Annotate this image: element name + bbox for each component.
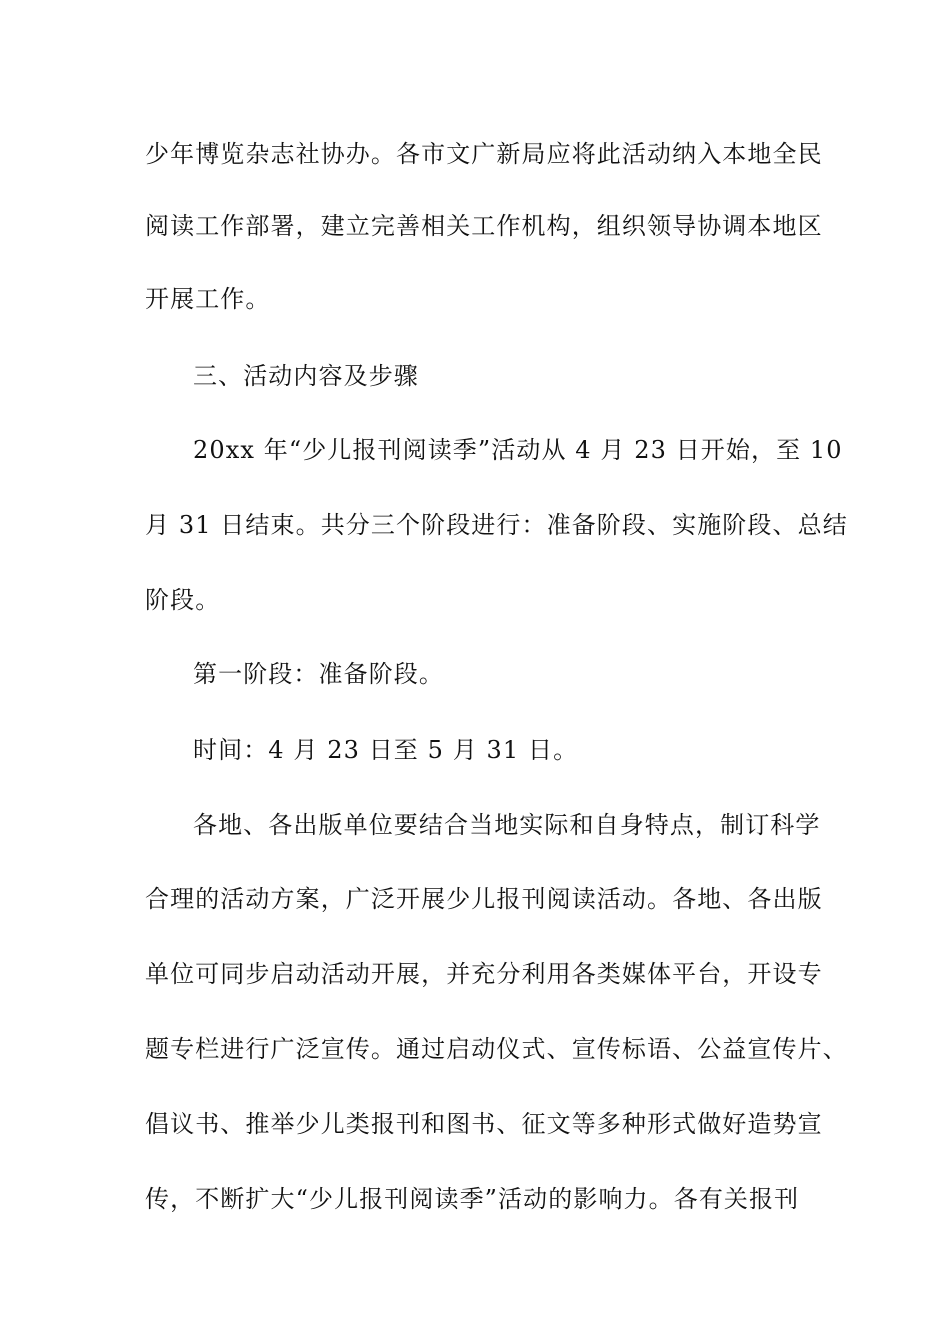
text-line: 单位可同步启动活动开展，并充分利用各类媒体平台，开设专 [145, 960, 823, 988]
text-line: 各地、各出版单位要结合当地实际和自身特点，制订科学 [193, 811, 821, 839]
text-line: 合理的活动方案，广泛开展少儿报刊阅读活动。各地、各出版 [145, 885, 823, 913]
text-line: 时间：4 月 23 日至 5 月 31 日。 [193, 736, 579, 764]
text-line: 题专栏进行广泛宣传。通过启动仪式、宣传标语、公益宣传片、 [145, 1035, 848, 1063]
text-line: 阅读工作部署，建立完善相关工作机构，组织领导协调本地区 [145, 212, 823, 240]
text-line: 20xx 年“少儿报刊阅读季”活动从 4 月 23 日开始，至 10 [193, 436, 843, 464]
text-line: 阶段。 [145, 586, 221, 614]
text-line: 少年博览杂志社协办。各市文广新局应将此活动纳入本地全民 [145, 140, 823, 168]
section-heading: 三、活动内容及步骤 [193, 362, 419, 390]
text-line: 倡议书、推举少儿类报刊和图书、征文等多种形式做好造势宣 [145, 1110, 823, 1138]
text-line: 第一阶段：准备阶段。 [193, 660, 444, 688]
text-line: 传，不断扩大“少儿报刊阅读季”活动的影响力。各有关报刊 [145, 1185, 800, 1213]
text-line: 月 31 日结束。共分三个阶段进行：准备阶段、实施阶段、总结 [145, 511, 848, 539]
text-line: 开展工作。 [145, 285, 271, 313]
